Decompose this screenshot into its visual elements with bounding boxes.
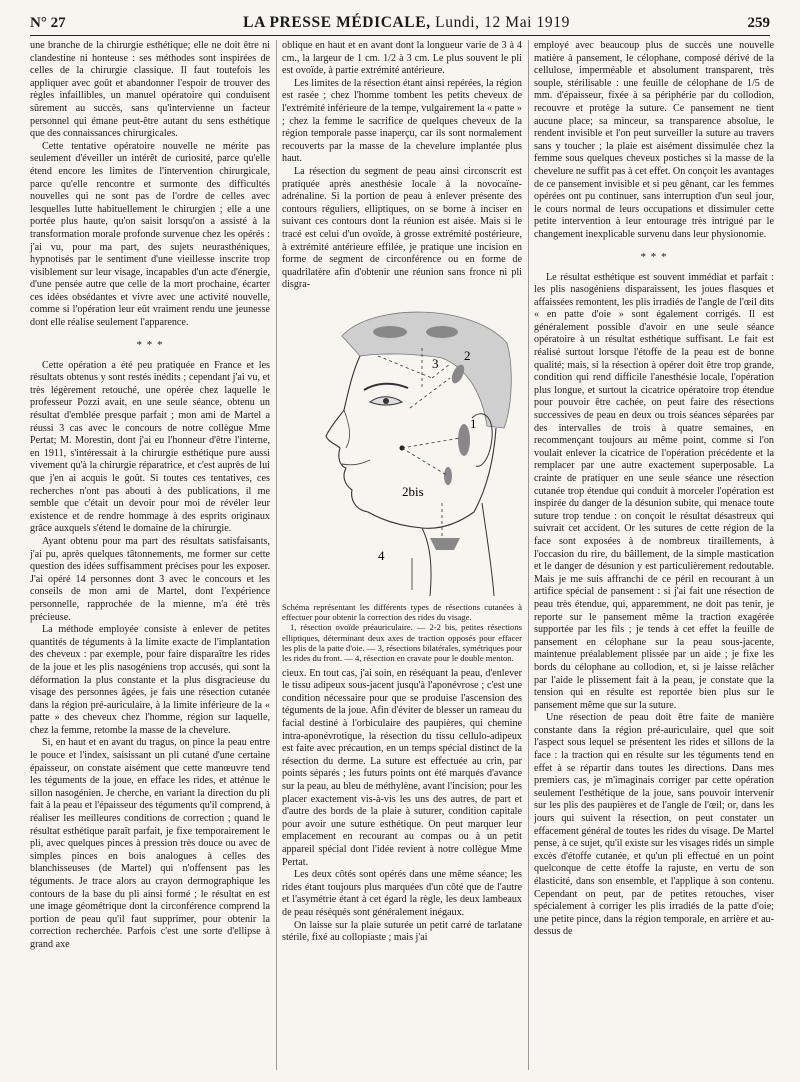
paragraph: Cette opération a été peu pratiquée en France et les résultats obtenus y sont restés inédits ; cependant j'ai vu, et très légèrement retouché, une opérée chez laquelle le professeur Pozzi avait, en une seule séance, obtenu un résultat d'emblée presque parfait ; mon ami de Martel a réussi 3 cas avec le concours de notre collègue Mme Pertat; M. Morestin, dont j'ai eu l'honneur d'être l'interne, en 1911, s'intéressait à la chirurgie esthétique pure aussi vivement qu'à la chirurgie réparatrice, et c'est auprès de lui que j'en ai acquis le goût. Si toutes ces tentatives, ces recherches n'ont pas abouti à des publications, il me semble que c'était un devoir pour moi de révéler leur existence et de rendre hommage à des esprits originaux grâce auxquels s'étend le domaine de la chirurgie. <box>30 359 270 535</box>
paragraph: La méthode employée consiste à enlever de petites quantités de téguments à la limite exacte de l'implantation des cheveux : par exemple, pour faire disparaître les rides de la joue et les plis nasogéniens trop accusés, qui sont la déformation la plus constante et la plus disgracieuse du visage des personnes âgées, je fais une résection cutanée dans la région pré-auriculaire, à la limite inférieure de la « patte » des cheveux chez l'homme, région sur laquelle, chez la femme, retombe la masse de la chevelure. <box>30 624 270 736</box>
paragraph: Les limites de la résection étant ainsi repérées, la région est rasée ; chez l'homme tombent les petits cheveux de l'extrémité inférieure de la tempe, vulgairement la « patte » ; chez la femme le sacrifice de quelques cheveux de la région temporale passe inaperçu, car ils sont normalement recouverts par la masse de la chevelure implantée plus haut. <box>282 77 522 165</box>
paragraph: Ayant obtenu pour ma part des résultats satisfaisants, j'ai pu, après quelques tâtonnements, me former sur cette question des idées suffisamment précises pour les exposer. J'ai opéré 14 personnes dont 3 avec le concours et les conseils de mon ami de Martel, dont l'expérience personnelle, rapprochée de la mienne, m'a été très précieuse. <box>30 535 270 623</box>
paragraph: une branche de la chirurgie esthétique; elle ne doit être ni clandestine ni honteuse : ses méthodes sont inspirées de celles de la chirurgie classique. Il faut toutefois les appliquer avec goût et abandonner l'espoir de trouver des règles infaillibles, un manuel opératoire qui conduisent sûrement au succès, sans qu'intervienne un facteur personnel qui émane peut-être autant du sens esthétique que des connaissances chirurgicales. <box>30 40 270 140</box>
mouth-line <box>342 460 370 465</box>
paragraph: Le résultat esthétique est souvent immédiat et parfait : les plis nasogéniens disparaissent, les joues flasques et affaissées remontent, les plis irradiés de l'angle de l'œil dits « en patte d'oie » sont également corrigés. Il est généralement possible d'avoir en une seule séance opératoire à un résultat esthétique suffisant. Le fait est réalisé surtout lorsque l'étoffe de la peau est de bonne qualité; mais, si la résection à opérer doit être trop grande, condition qui rend difficile l'anesthésie locale, l'opération plus longue, et surtout la cicatrice opératoire trop étendue pour pouvoir être cachée, on peut faire des résections successives de peau en deux ou trois séances séparées par des intervalles de trois à quatre semaines, en recommençant toujours au même point, comme si l'on voulait enlever la cicatrice de l'opération précédente et la remplacer par une autre exactement superposable. La crainte de pratiquer en une seule séance une résection cutanée trop étendue qui conduit à morceler l'opération est inspirée du danger de la désunion subite, qui menace toute suture trop tendue : on conçoit le résultat désastreux qui suivrait cet accident. Or les sutures de cette région de la face sont exposées à de nombreux tiraillements, à l'occasion du rire, du bâillement, de la simple mastication et le danger de désunion y est particulièrement redoutable. Mais je me suis affranchi de ce péril en recourant à un artifice spécial de pansement : si j'ai fait une résection de peau très étendue, qui, apparemment, ne doit pas tenir, je reporte sur le pansement même la traction exagérée supportée par les fils ; je tends à cet effet la feuille de pansement en célophane sur la peau sous-jacente, maintenue préalablement plissée par un aide ; je fixe les bords du célophane au collodion, et, si je laisse relâcher par l'aide le plissement fait à la peau, je constate que la tension qui en résulte est reportée bien plus sur le pansement même que sur la suture. <box>534 271 774 711</box>
face-outline <box>326 356 496 528</box>
figure-label-1: 1 <box>470 415 477 431</box>
column-divider <box>528 40 529 1070</box>
hair-shape <box>342 312 511 428</box>
section-asterism: * * * <box>136 338 164 351</box>
journal-masthead <box>243 14 570 32</box>
paragraph: Une résection de peau doit être faite de manière constante dans la région pré-auriculaire, quel que soit l'aspect sous lequel se présentent les rides et sillons de la face : la traction qui en résulte sur les téguments tend en effet à se répartir dans toutes les directions. Dans mes premiers cas, je m'imaginais corriger par cette opération seulement l'esthétique de la joue, sans pouvoir intervenir sur les plis des paupières et de l'angle de l'œil; or, dans les jours qui suivent la résection, on peut constater un effacement général de toutes les rides du visage. De Martel pense, à ce sujet, qu'il existe sur les visages ridés un simple excès d'étoffe cutanée, et qu'un pli effectué en un point quelconque de cette étoffe la rajuste, en vertu de son élasticité, dans son ensemble, et l'applique à son contenu. Cependant on peut, par de petites retouches, viser spécialement à corriger les plis irradiés de la patte d'oie; une petite pince, dans la région temporale, en arrière et au-dessus de <box>534 712 774 938</box>
traction-line <box>402 438 460 448</box>
figure-caption <box>282 602 522 664</box>
column-divider <box>276 40 277 1070</box>
face-diagram-figure <box>282 298 522 598</box>
page-number: 259 <box>747 15 770 31</box>
paragraph: employé avec beaucoup plus de succès une nouvelle matière à pansement, le célophane, composé dérivé de la cellulose, imperméable et absolument transparent, très souple, stérilisable : une feuille de célophane de 1/5 de mm. d'épaisseur, fixée à sa périphérie par du collodion, recouvre et protège la suture. Ce pansement ne tient aucune place; sa minceur, sa transparence absolue, le rendent invisible et l'on peut surveiller la suture au travers sans y toucher ; la plaie est aisément dissimulée chez la femme sous quelques cheveux postiches si la masse de la chevelure ne suffit pas à cet effet. On conçoit les avantages de ce pansement invisible et si peu gênant, car les femmes opérées ont pu continuer, sans interruption d'un seul jour, le cours normal de leurs occupations et dissimuler cette petite intervention à leur entourage très intrigué par le changement inexplicable survenu dans leur physionomie. <box>534 40 774 240</box>
caption-legend: 1, résection ovoïde préauriculaire. — 2-2 bis, petites résections elliptiques, déterminant deux axes de traction opposés pour effacer les plis de la patte d'oie. — 3, résections bilatérales, symétriques pour les rides du front. — 4, résection en cravate pour le double menton. <box>282 622 522 664</box>
excision-zone-3-right <box>426 326 458 338</box>
column-left <box>30 40 270 952</box>
column-right <box>534 40 774 939</box>
section-asterism: * * * <box>640 250 668 263</box>
nose-line <box>344 410 350 448</box>
figure-label-3: 3 <box>432 355 439 371</box>
paragraph: On laisse sur la plaie suturée un petit carré de tarlatane stérile, fixé au collopiaste ; mais j'ai <box>282 919 522 944</box>
traction-line <box>402 448 448 476</box>
header-rule <box>30 35 770 36</box>
paragraph: cieux. En tout cas, j'ai soin, en réséquant la peau, d'enlever le tissu adipeux sous-jacent jusqu'à l'aponévrose ; c'est une condition nécessaire pour que se produise l'ascension des téguments de la joue. Afin d'éviter de blesser un rameau du facial destiné à l'orbiculaire des paupières, qui chemine intra-aponévrotique, la résection du tissu cellulo-adipeux est faite avec précaution, en un temps spécial distinct de la résection du derme. La suture est effectuée au crin, par points séparés ; les futurs points ont été marqués d'avance sur la peau, au bleu de méthylène, avant l'incision; pour les placer exactement vis-à-vis les uns des autres, de part et d'autre des bords de la plaie à suturer, condition capitale pour avoir une suture esthétique. On peut marquer leur emplacement en recourant au compas ou à un petit appareil spécial dont l'idée revient à notre collègue Mme Pertat. <box>282 667 522 868</box>
issue-number: N° 27 <box>30 15 66 31</box>
column-middle <box>282 40 522 945</box>
figure-label-4: 4 <box>378 547 385 563</box>
page-header <box>30 14 770 34</box>
traction-line <box>378 356 432 378</box>
excision-zone-1 <box>458 424 470 456</box>
figure-label-2: 2 <box>464 347 471 363</box>
caption-lead: Schéma représentant les différents types de résections cutanées à effectuer pour obtenir la correction des rides du visage. <box>282 601 522 623</box>
paragraph: Cette tentative opératoire nouvelle ne mérite pas seulement d'éveiller un intérêt de curiosité, parce qu'elle étend encore les limites de l'intervention chirurgicale, parce qu'elle rencontre et surmonte des difficultés nouvelles qui ne sont pas de l'ordre de celles avec lesquelles lutte habituellement le chirurgien ; elle a une portée plus haute, qu'on saisit lorsqu'on a assisté à la transformation morale profonde survenue chez les opérés : j'ai vu, pour ma part, des sujets neurasthéniques, hypnotisés par le sentiment d'une vieillesse inscrite trop visiblement sur leur visage, incapables d'un acte d'énergie, d'une pensée autre que celle de la mort prochaine, écarter ces idées obsédantes et vivre avec une activité nouvelle, comme si l'opération leur eût vraiment rendu une jeunesse dont elle réalise seulement l'apparence. <box>30 140 270 329</box>
paragraph: Si, en haut et en avant du tragus, on pince la peau entre le pouce et l'index, saisissant un pli cutané d'une certaine épaisseur, on constate aisément que cette manœuvre tend les téguments de la joue, en efface les rides, et atténue le sillon nasogénien. Je cherche, en variant la direction du pli fait à la peau et l'épaisseur des téguments qu'il comprend, à réaliser les meilleures conditions de correction ; quand le résultat esthétique paraît parfait, je fixe temporairement le pli, avec quelques pinces à pression très douce ou avec de simples pinces en bois analogues à celles des blanchisseuses (de Martel) qui n'offensent pas les téguments. Je trace alors au crayon dermographique les contours de la base du pli ainsi formé ; le résultat en est une image géométrique dont la circonférence comprend la portion de peau qu'il faut supprimer, pour obtenir la correction recherchée. Parfois c'est une sorte d'ellipse à grand axe <box>30 737 270 950</box>
paragraph: oblique en haut et en avant dont la longueur varie de 3 à 4 cm., la largeur de 1 cm. 1/2 à 3 cm. Le plus souvent le pli est ovoïde, à partie extrémité antérieure. <box>282 40 522 77</box>
eyebrow <box>364 384 408 390</box>
figure-label-2bis: 2bis <box>402 483 424 499</box>
journal-title: LA PRESSE MÉDICALE, <box>243 14 431 31</box>
neck-outline <box>422 503 494 596</box>
traction-line <box>410 378 450 408</box>
issue-date: Lundi, 12 Mai 1919 <box>435 14 570 31</box>
excision-zone-4 <box>430 538 460 550</box>
paragraph: Les deux côtés sont opérés dans une même séance; les rides étant toujours plus marquées d'un côté que de l'autre et l'asymétrie étant à cet égard la règle, les deux lambeaux de peau réséqués sont généralement inégaux. <box>282 869 522 918</box>
pupil <box>383 398 389 404</box>
face-diagram <box>282 298 522 598</box>
paragraph: La résection du segment de peau ainsi circonscrit est pratiquée après anesthésie locale à la novocaïne-adrénaline. Si la portion de peau à enlever présente des contours réguliers, elliptiques, on se borne à inciser en suivant ces contours dont la réunion est aisée. Mais si le tracé est celui d'un ovoïde, à grosse extrémité postérieure, à extrémité antérieure effilée, je pratique une incision en forme de segment de circonférence ou en forme de quadrilatère afin d'obtenir une réunion sans fronce ni pli disgra- <box>282 165 522 291</box>
excision-zone-3-left <box>373 326 407 338</box>
